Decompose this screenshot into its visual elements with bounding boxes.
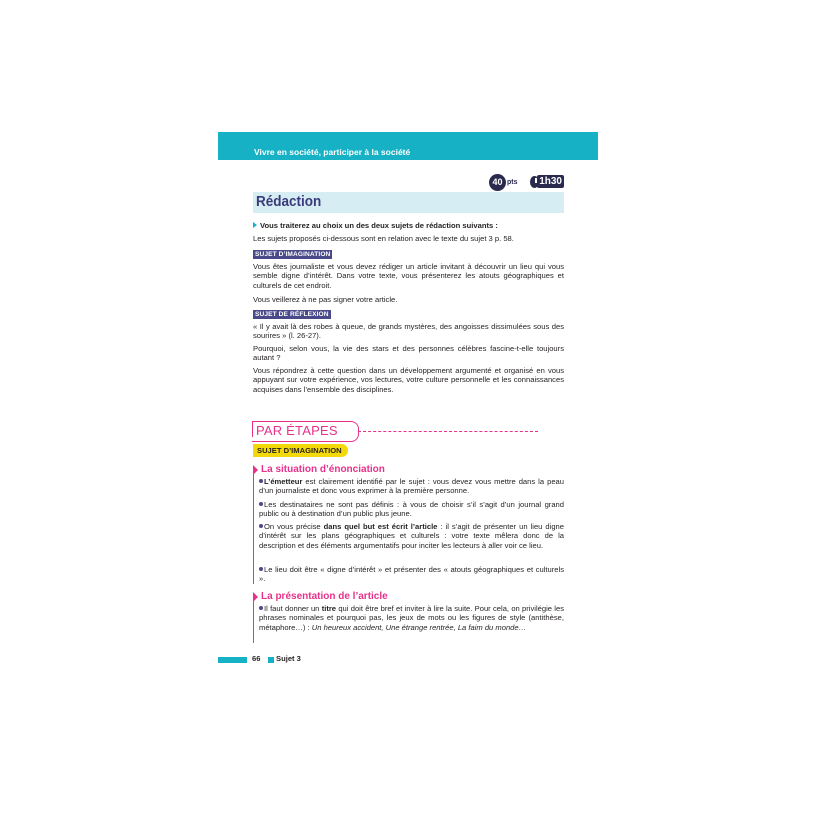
arrow-icon xyxy=(253,222,257,228)
bullet-icon xyxy=(259,479,263,483)
footer-label: Sujet 3 xyxy=(276,654,301,663)
imagination-pill: SUJET D’IMAGINATION xyxy=(253,444,348,457)
presentation-heading xyxy=(253,591,388,602)
imagination-paragraph: Vous êtes journaliste et vous devez rédiger un article invitant à découvrir un lieu qui vous semble digne d’intérêt. Dans votre texte, vous présenterez les atouts géographiques et culturels de cet endroit. xyxy=(253,262,564,290)
points-unit: pts xyxy=(507,178,518,186)
points-badge xyxy=(489,173,521,191)
presentation-rule xyxy=(253,599,254,643)
presentation-heading-text: La présentation de l’article xyxy=(261,591,388,602)
par-etapes-title: PAR ÉTAPES xyxy=(256,423,338,438)
reflexion-quote: « Il y avait là des robes à queue, de grands mystères, des angoisses dissimulées sous des sourires » (l. 26-27). xyxy=(253,322,564,341)
page-number: 66 xyxy=(252,654,261,663)
situation-heading-text: La situation d’énonciation xyxy=(261,464,385,475)
situation-bullet-3: On vous précise dans quel but est écrit l’article : il s’agit de présenter un lieu digne d’intérêt sur les plans géographiques et culturels : votre texte mêlera donc de la description et des éléments argumentatifs pour inciter les lecteurs à aller voir ce lieu. xyxy=(259,522,564,550)
situation-bullet-2: Les destinataires ne sont pas définis : à vous de choisir s’il s’agit d’un journal grand public ou à destination d’un public plus jeune. xyxy=(259,500,564,519)
instruction xyxy=(253,221,564,230)
situation-rule xyxy=(253,472,254,584)
footer-square-icon xyxy=(268,657,274,663)
section-title: Rédaction xyxy=(256,193,322,210)
situation-bullet-4: Le lieu doit être « digne d’intérêt » et présenter des « atouts géographiques et culturels ». xyxy=(259,565,564,584)
imagination-tag: SUJET D’IMAGINATION xyxy=(255,251,331,258)
chapter-banner xyxy=(218,132,598,160)
footer-bar xyxy=(218,657,247,663)
bullet-icon xyxy=(259,502,263,506)
situation-heading xyxy=(253,464,385,475)
dashed-divider xyxy=(358,431,538,432)
bullet-icon xyxy=(259,567,263,571)
par-etapes-box xyxy=(252,421,359,442)
imagination-note: Vous veillerez à ne pas signer votre article. xyxy=(253,295,398,304)
presentation-bullet-1: Il faut donner un titre qui doit être bref et inviter à lire la suite. Pour cela, on privilégie les phrases nominales et pourquoi pas, les jeux de mots ou les figures de style (antithèse, métaphore…) : Un heureux accident, Une étrange rentrée, La faim du monde… xyxy=(259,604,564,632)
instruction-text: Vous traiterez au choix un des deux sujets de rédaction suivants : xyxy=(260,221,498,230)
chapter-title: Vivre en société, participer à la société xyxy=(254,147,411,157)
reflexion-instructions: Vous répondrez à cette question dans un développement argumenté et organisé en vous appuyant sur votre expérience, vos lectures, votre culture personnelle et les connaissances acquises dans l’ensemble des disciplines. xyxy=(253,366,564,394)
duration-badge xyxy=(530,173,564,190)
clock-icon xyxy=(530,176,539,188)
intro-note: Les sujets proposés ci-dessous sont en relation avec le texte du sujet 3 p. 58. xyxy=(253,234,514,243)
duration-value: 1h30 xyxy=(539,176,562,187)
par-etapes-rule xyxy=(252,421,253,437)
reflexion-tag: SUJET DE RÉFLEXION xyxy=(255,311,329,318)
situation-bullet-1: L’émetteur est clairement identifié par le sujet : vous devez vous mettre dans la peau d’un journaliste et donc vous exprimer à la première personne. xyxy=(259,477,564,496)
section-header xyxy=(253,192,564,213)
bullet-icon xyxy=(259,524,263,528)
points-value: 40 xyxy=(489,174,506,191)
reflexion-question: Pourquoi, selon vous, la vie des stars et des personnes célèbres fascine-t-elle toujours autant ? xyxy=(253,344,564,363)
bullet-icon xyxy=(259,606,263,610)
